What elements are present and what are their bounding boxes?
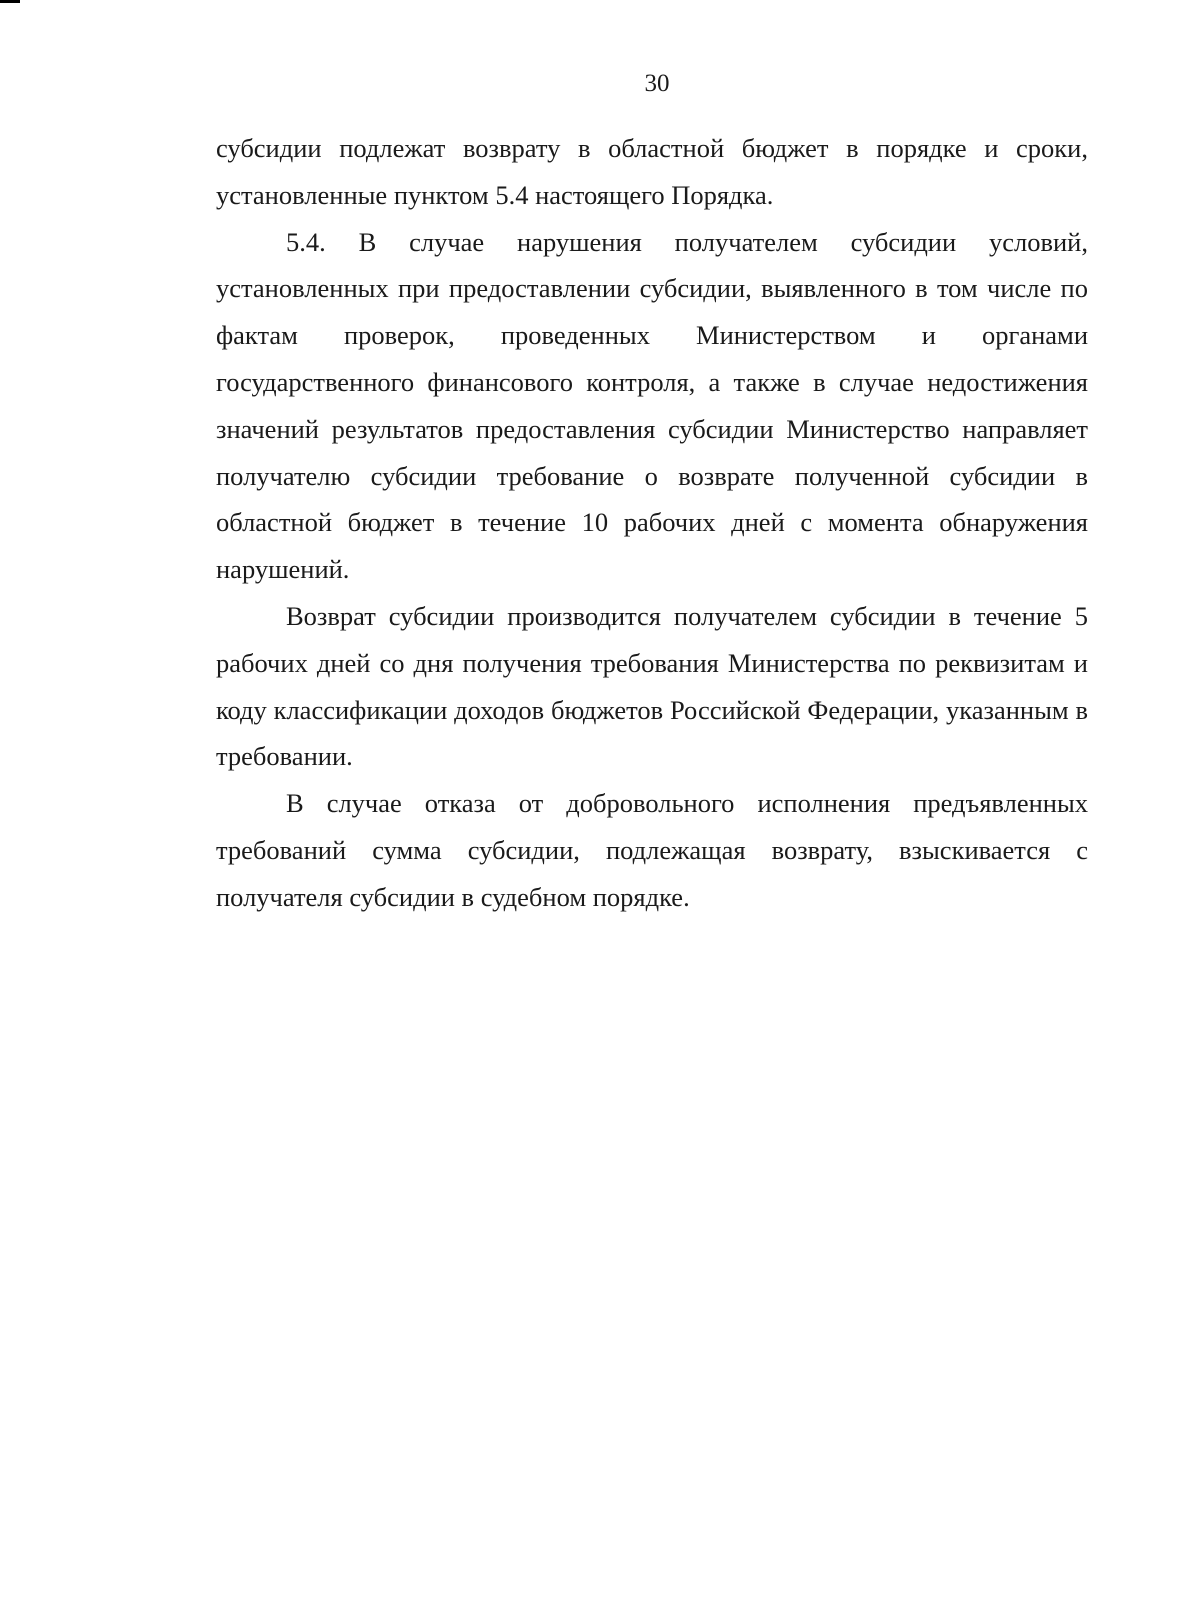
scan-corner-mark bbox=[0, 0, 20, 3]
paragraph-continuation: субсидии подлежат возврату в областной бюджет в порядке и сроки, установленные пунктом 5.4 настоящего Порядка. bbox=[216, 133, 1088, 210]
paragraph-5-4: 5.4. В случае нарушения получателем субсидии условий, установленных при предоставлении субсидии, выявленного в том числе по фактам проверок, проведенных Министерством и органами государственного финансового контроля, а также в случае недостижения значений результатов предоставления субсидии Министерство направляет получателю субсидии требование о возврате полученной субсидии в областной бюджет в течение 10 рабочих дней с момента обнаружения нарушений. bbox=[216, 226, 1088, 585]
page-number: 30 bbox=[644, 70, 670, 97]
paragraph-judicial-recovery: В случае отказа от добровольного исполнения предъявленных требований сумма субсидии, подлежащая возврату, взыскивается с получателя субсидии в судебном порядке. bbox=[216, 788, 1088, 912]
document-body bbox=[216, 125, 1088, 921]
paragraph-refund-procedure: Возврат субсидии производится получателем субсидии в течение 5 рабочих дней со дня получения требования Министерства по реквизитам и коду классификации доходов бюджетов Российской Федерации, указанным в требовании. bbox=[216, 600, 1088, 772]
